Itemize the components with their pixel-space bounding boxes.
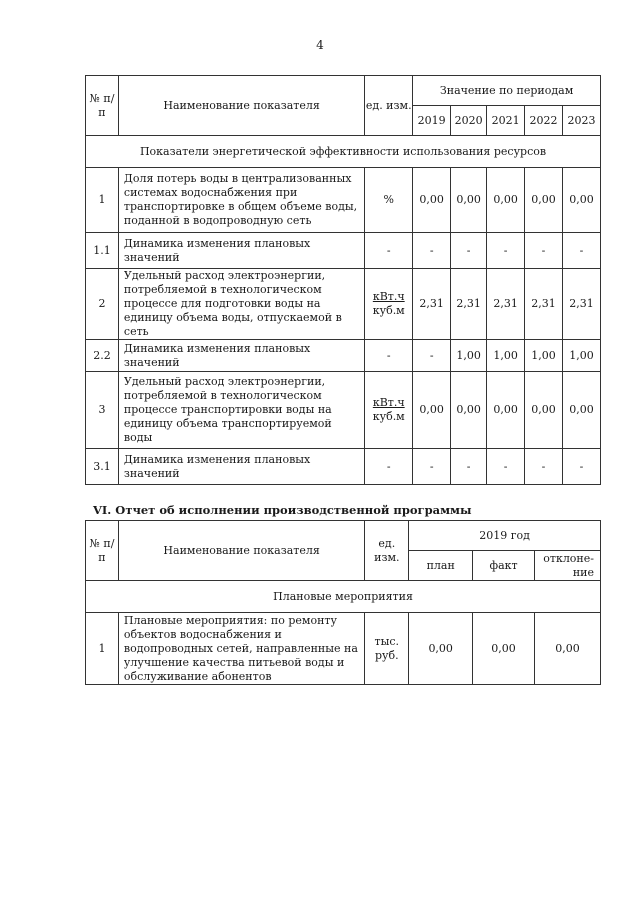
- header-year: 2021: [487, 106, 525, 136]
- row-value: 0,00: [525, 168, 563, 233]
- row-name: Плановые мероприятия: по ремонту объектов водоснабжения и водопроводных сетей, направленные на улучшение качества питьевой воды и обслуживание абонентов: [118, 613, 364, 685]
- row-value: -: [563, 233, 601, 269]
- table-row: [86, 168, 601, 233]
- row-name: Удельный расход электроэнергии, потребляемой в технологическом процессе для подготовки воды на единицу объема воды, отпускаемой в сеть: [118, 269, 364, 340]
- header-name: Наименование показателя: [118, 521, 364, 581]
- row-num: 3: [86, 372, 119, 449]
- row-value: 0,00: [413, 372, 451, 449]
- production-program-table: [85, 520, 601, 685]
- row-value: -: [525, 233, 563, 269]
- row-value: 2,31: [525, 269, 563, 340]
- table-row: [86, 613, 601, 685]
- table-row: [86, 372, 601, 449]
- header-fact: факт: [473, 551, 535, 581]
- page-number: 4: [316, 38, 324, 52]
- row-value: -: [451, 233, 487, 269]
- table-row: [86, 269, 601, 340]
- row-value: 2,31: [563, 269, 601, 340]
- row-num: 1.1: [86, 233, 119, 269]
- energy-efficiency-table: [85, 75, 601, 485]
- row-name: Доля потерь воды в централизованных системах водоснабжения при транспортировке в общем объеме воды, поданной в водопроводную сеть: [118, 168, 364, 233]
- row-value: -: [563, 449, 601, 485]
- header-unit: ед. изм.: [365, 76, 413, 136]
- section-heading: VI. Отчет об исполнении производственной программы: [93, 503, 472, 517]
- row-unit: кВт.ч куб.м: [365, 269, 413, 340]
- row-value: -: [487, 233, 525, 269]
- table-row: [86, 340, 601, 372]
- row-num: 1: [86, 613, 119, 685]
- header-periods: Значение по периодам: [413, 76, 601, 106]
- row-value: 0,00: [487, 372, 525, 449]
- row-value: -: [487, 449, 525, 485]
- header-num: № п/п: [86, 76, 119, 136]
- section-title: Показатели энергетической эффективности использования ресурсов: [86, 136, 601, 168]
- row-name: Динамика изменения плановых значений: [118, 449, 364, 485]
- row-value: -: [525, 449, 563, 485]
- row-value: 1,00: [563, 340, 601, 372]
- row-unit: тыс. руб.: [365, 613, 409, 685]
- row-num: 2: [86, 269, 119, 340]
- row-value: 1,00: [525, 340, 563, 372]
- table-row: [86, 449, 601, 485]
- row-unit: -: [365, 449, 413, 485]
- header-year: 2023: [563, 106, 601, 136]
- row-value: 0,00: [525, 372, 563, 449]
- header-unit: ед. изм.: [365, 521, 409, 581]
- row-fact: 0,00: [473, 613, 535, 685]
- header-year: 2019: [413, 106, 451, 136]
- row-value: 0,00: [487, 168, 525, 233]
- header-name: Наименование показателя: [118, 76, 364, 136]
- row-value: 1,00: [487, 340, 525, 372]
- header-year: 2019 год: [409, 521, 601, 551]
- row-value: -: [413, 340, 451, 372]
- section-title: Плановые мероприятия: [86, 581, 601, 613]
- row-unit: -: [365, 340, 413, 372]
- row-value: -: [413, 233, 451, 269]
- row-name: Динамика изменения плановых значений: [118, 233, 364, 269]
- row-num: 1: [86, 168, 119, 233]
- row-unit: кВт.ч куб.м: [365, 372, 413, 449]
- row-value: 2,31: [413, 269, 451, 340]
- row-value: 0,00: [451, 168, 487, 233]
- row-unit: -: [365, 233, 413, 269]
- row-num: 2.2: [86, 340, 119, 372]
- row-value: -: [413, 449, 451, 485]
- row-value: 2,31: [451, 269, 487, 340]
- row-value: 0,00: [563, 168, 601, 233]
- header-plan: план: [409, 551, 473, 581]
- row-name: Удельный расход электроэнергии, потребляемой в технологическом процессе транспортировки воды на единицу объема транспортируемой воды: [118, 372, 364, 449]
- table-row: [86, 233, 601, 269]
- header-deviation: отклоне-ние: [534, 551, 600, 581]
- row-value: 2,31: [487, 269, 525, 340]
- row-value: -: [451, 449, 487, 485]
- row-value: 0,00: [451, 372, 487, 449]
- row-value: 0,00: [563, 372, 601, 449]
- header-year: 2020: [451, 106, 487, 136]
- row-value: 1,00: [451, 340, 487, 372]
- header-num: № п/п: [86, 521, 119, 581]
- row-deviation: 0,00: [534, 613, 600, 685]
- row-unit: %: [365, 168, 413, 233]
- row-num: 3.1: [86, 449, 119, 485]
- header-year: 2022: [525, 106, 563, 136]
- row-name: Динамика изменения плановых значений: [118, 340, 364, 372]
- row-plan: 0,00: [409, 613, 473, 685]
- row-value: 0,00: [413, 168, 451, 233]
